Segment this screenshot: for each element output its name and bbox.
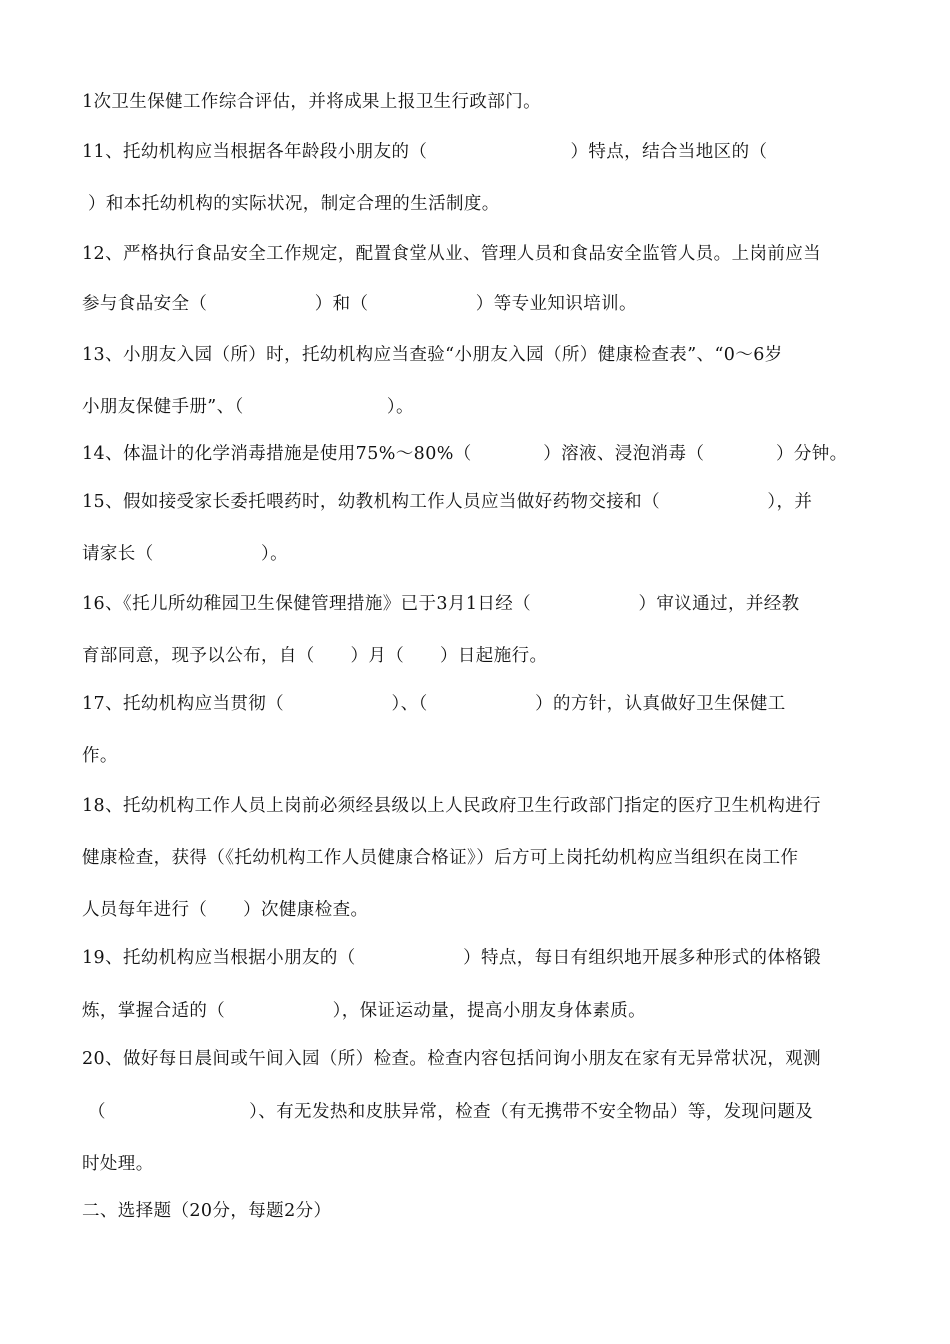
question-18-line-1: 18、托幼机构工作人员上岗前必须经县级以上人民政府卫生行政部门指定的医疗卫生机构进行 — [82, 796, 822, 816]
question-16-line-1: 16、《托儿所幼稚园卫生保健管理措施》已于3月1日经（ ）审议通过，并经教 — [82, 594, 800, 614]
question-15-line-2: 请家长（ ）。 — [82, 544, 289, 564]
question-16-line-2: 育部同意，现予以公布，自（ ）月（ ）日起施行。 — [82, 646, 548, 666]
question-18-line-3: 人员每年进行（ ）次健康检查。 — [82, 900, 369, 920]
section-heading: 二、选择题（20分，每题2分） — [82, 1201, 332, 1221]
question-11-line-2: ）和本托幼机构的实际状况，制定合理的生活制度。 — [88, 194, 500, 214]
question-17-line-1: 17、托幼机构应当贯彻（ ）、（ ）的方针，认真做好卫生保健工 — [82, 694, 786, 714]
question-17-line-2: 作。 — [82, 746, 118, 766]
question-19-line-2: 炼，掌握合适的（ ），保证运动量，提高小朋友身体素质。 — [82, 1001, 647, 1021]
question-13-line-1: 13、小朋友入园（所）时，托幼机构应当查验“小朋友入园（所）健康检查表”、“0～6岁 — [82, 345, 783, 365]
question-12-line-2: 参与食品安全（ ）和（ ）等专业知识培训。 — [82, 294, 637, 314]
question-11-line-1: 11、托幼机构应当根据各年龄段小朋友的（ ）特点，结合当地区的（ — [82, 142, 768, 162]
question-18-line-2: 健康检查，获得（《托幼机构工作人员健康合格证》）后方可上岗托幼机构应当组织在岗工作 — [82, 848, 799, 868]
question-20-line-3: 时处理。 — [82, 1154, 154, 1174]
question-14-line: 14、体温计的化学消毒措施是使用75%～80%（ ）溶液、浸泡消毒（ ）分钟。 — [82, 444, 848, 464]
text-line: 1次卫生保健工作综合评估，并将成果上报卫生行政部门。 — [82, 92, 542, 112]
question-20-line-1: 20、做好每日晨间或午间入园（所）检查。检查内容包括问询小朋友在家有无异常状况，观测 — [82, 1049, 822, 1069]
question-15-line-1: 15、假如接受家长委托喂药时，幼教机构工作人员应当做好药物交接和（ ），并 — [82, 492, 813, 512]
question-12-line-1: 12、严格执行食品安全工作规定，配置食堂从业、管理人员和食品安全监管人员。上岗前应当 — [82, 244, 822, 264]
question-19-line-1: 19、托幼机构应当根据小朋友的（ ）特点，每日有组织地开展多种形式的体格锻 — [82, 948, 822, 968]
question-20-line-2: （ ）、有无发热和皮肤异常，检查（有无携带不安全物品）等，发现问题及 — [88, 1102, 814, 1122]
question-13-line-2: 小朋友保健手册”、（ ）。 — [82, 397, 414, 417]
